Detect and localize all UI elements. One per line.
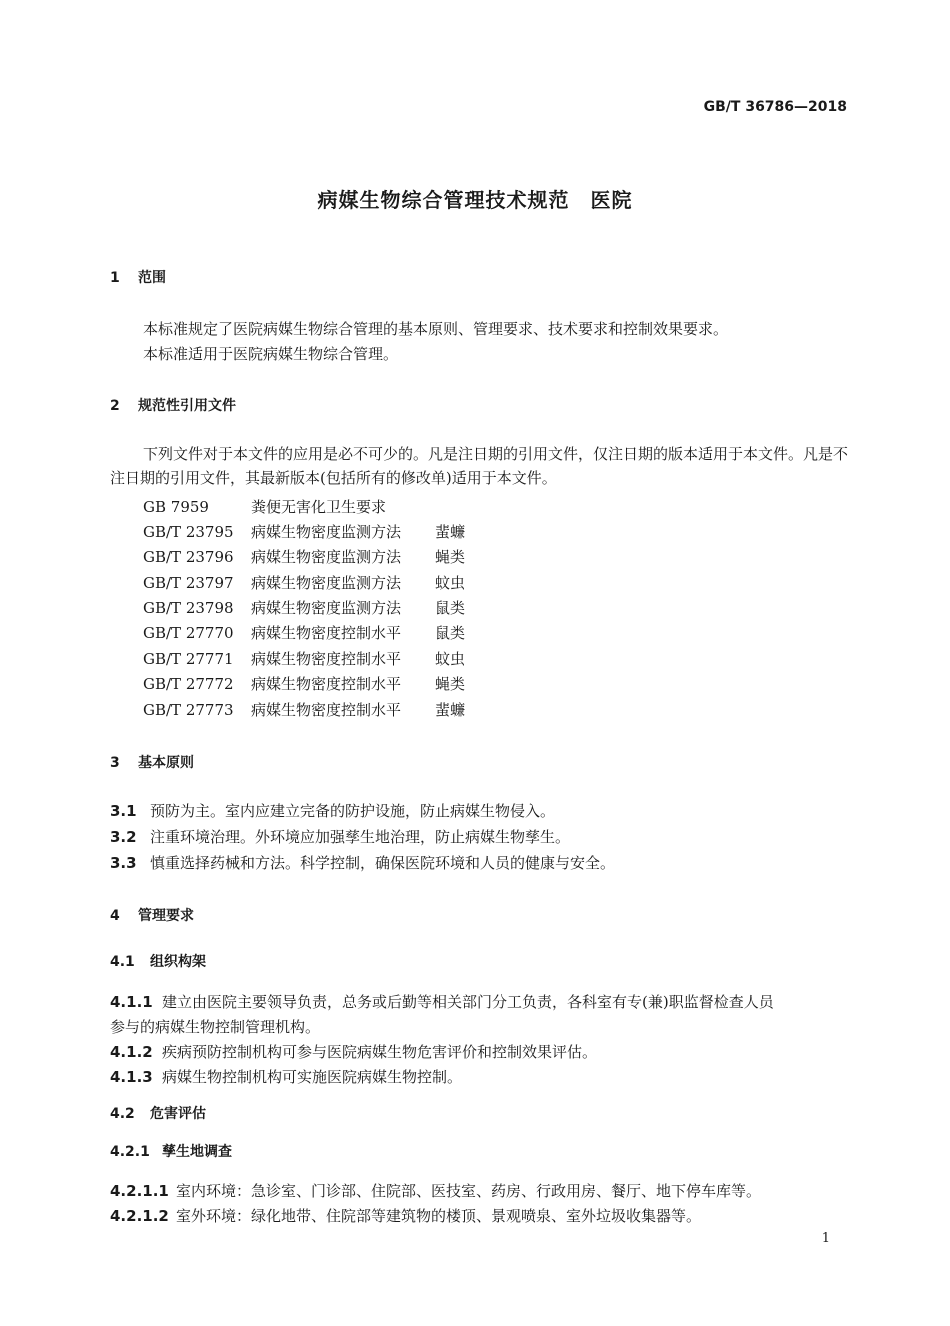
principle-item	[110, 800, 555, 821]
reference-subtitle: 蜚蠊	[435, 523, 466, 541]
reference-item	[143, 546, 465, 567]
clause-text: 病媒生物控制机构可实施医院病媒生物控制。	[162, 1068, 463, 1086]
principle-number: 3.2	[110, 828, 137, 846]
clause-4-1-3	[110, 1066, 462, 1087]
reference-title: 病媒生物密度控制水平	[251, 701, 402, 719]
clause-4-1-1-continuation: 参与的病媒生物控制管理机构。	[110, 1018, 321, 1036]
reference-code: GB 7959	[143, 498, 209, 516]
reference-title: 病媒生物密度监测方法	[251, 574, 402, 592]
section-3-title: 基本原则	[138, 755, 194, 771]
principle-text: 预防为主。室内应建立完备的防护设施，防止病媒生物侵入。	[150, 802, 556, 820]
reference-title: 病媒生物密度监测方法	[251, 523, 402, 541]
reference-subtitle: 鼠类	[435, 599, 466, 617]
section-2-heading	[110, 395, 236, 415]
reference-item	[143, 597, 465, 618]
clause-4-1-2	[110, 1041, 597, 1062]
section-1-heading	[110, 267, 166, 287]
reference-code: GB/T 27771	[143, 650, 234, 668]
reference-item	[143, 521, 465, 542]
principle-text: 注重环境治理。外环境应加强孳生地治理，防止病媒生物孳生。	[150, 828, 571, 846]
clause-text: 室外环境：绿化地带、住院部等建筑物的楼顶、景观喷泉、室外垃圾收集器等。	[176, 1207, 702, 1225]
clause-text: 室内环境：急诊室、门诊部、住院部、医技室、药房、行政用房、餐厅、地下停车库等。	[176, 1182, 762, 1200]
section-4-2-1-number: 4.2.1	[110, 1144, 150, 1160]
principle-number: 3.3	[110, 854, 137, 872]
section-4-2-number: 4.2	[110, 1106, 135, 1122]
section-1-title: 范围	[138, 270, 166, 286]
section-3-number: 3	[110, 755, 120, 771]
section-2-intro: 下列文件对于本文件的应用是必不可少的。凡是注日期的引用文件，仅注日期的版本适用于本文件。凡是不注日期的引用文件，其最新版本(包括所有的修改单)适用于本文件。	[110, 445, 849, 487]
section-4-1-heading	[110, 951, 206, 971]
section-4-2-1-title: 孳生地调查	[162, 1144, 232, 1160]
section-4-2-1-heading	[110, 1141, 232, 1161]
reference-code: GB/T 23795	[143, 523, 234, 541]
reference-item	[143, 622, 465, 643]
principle-text: 慎重选择药械和方法。科学控制，确保医院环境和人员的健康与安全。	[150, 854, 616, 872]
clause-text: 建立由医院主要领导负责，总务或后勤等相关部门分工负责，各科室有专(兼)职监督检查人员	[162, 993, 774, 1011]
clause-4-2-1-2	[110, 1205, 701, 1226]
section-1-paragraph-1: 本标准规定了医院病媒生物综合管理的基本原则、管理要求、技术要求和控制效果要求。	[143, 320, 729, 338]
clause-4-2-1-1	[110, 1180, 761, 1201]
section-2-number: 2	[110, 398, 120, 414]
section-1-paragraph-2: 本标准适用于医院病媒生物综合管理。	[143, 345, 399, 363]
section-1-number: 1	[110, 270, 120, 286]
reference-code: GB/T 23798	[143, 599, 234, 617]
clause-number: 4.1.1	[110, 993, 153, 1011]
principle-item	[110, 852, 615, 873]
reference-subtitle: 蜚蠊	[435, 701, 466, 719]
section-4-heading	[110, 905, 194, 925]
reference-subtitle: 蚊虫	[435, 650, 466, 668]
section-4-1-title: 组织构架	[150, 954, 206, 970]
reference-subtitle: 蚊虫	[435, 574, 466, 592]
reference-item	[143, 673, 465, 694]
reference-subtitle: 鼠类	[435, 624, 466, 642]
section-2-title: 规范性引用文件	[138, 398, 236, 414]
clause-number: 4.1.3	[110, 1068, 153, 1086]
section-4-number: 4	[110, 908, 120, 924]
section-4-2-heading	[110, 1103, 206, 1123]
standard-code: GB/T 36786—2018	[703, 99, 847, 115]
page-number: 1	[821, 1231, 830, 1246]
reference-item	[143, 496, 386, 517]
clause-text: 疾病预防控制机构可参与医院病媒生物危害评价和控制效果评估。	[162, 1043, 598, 1061]
reference-title: 病媒生物密度监测方法	[251, 599, 402, 617]
section-3-heading	[110, 752, 194, 772]
principle-number: 3.1	[110, 802, 137, 820]
reference-item	[143, 648, 465, 669]
clause-number: 4.1.2	[110, 1043, 153, 1061]
section-4-title: 管理要求	[138, 908, 194, 924]
clause-number: 4.2.1.1	[110, 1182, 169, 1200]
section-4-1-number: 4.1	[110, 954, 135, 970]
reference-code: GB/T 23797	[143, 574, 234, 592]
clause-number: 4.2.1.2	[110, 1207, 169, 1225]
reference-code: GB/T 27773	[143, 701, 234, 719]
reference-title: 粪便无害化卫生要求	[251, 498, 387, 516]
reference-title: 病媒生物密度控制水平	[251, 650, 402, 668]
reference-subtitle: 蝇类	[435, 675, 466, 693]
reference-title: 病媒生物密度控制水平	[251, 675, 402, 693]
reference-code: GB/T 23796	[143, 548, 234, 566]
reference-subtitle: 蝇类	[435, 548, 466, 566]
reference-item	[143, 699, 465, 720]
reference-code: GB/T 27770	[143, 624, 234, 642]
reference-code: GB/T 27772	[143, 675, 234, 693]
page-title: 病媒生物综合管理技术规范 医院	[317, 188, 633, 212]
principle-item	[110, 826, 570, 847]
reference-item	[143, 572, 465, 593]
reference-title: 病媒生物密度控制水平	[251, 624, 402, 642]
section-4-2-title: 危害评估	[150, 1106, 206, 1122]
reference-title: 病媒生物密度监测方法	[251, 548, 402, 566]
clause-4-1-1	[110, 991, 774, 1012]
